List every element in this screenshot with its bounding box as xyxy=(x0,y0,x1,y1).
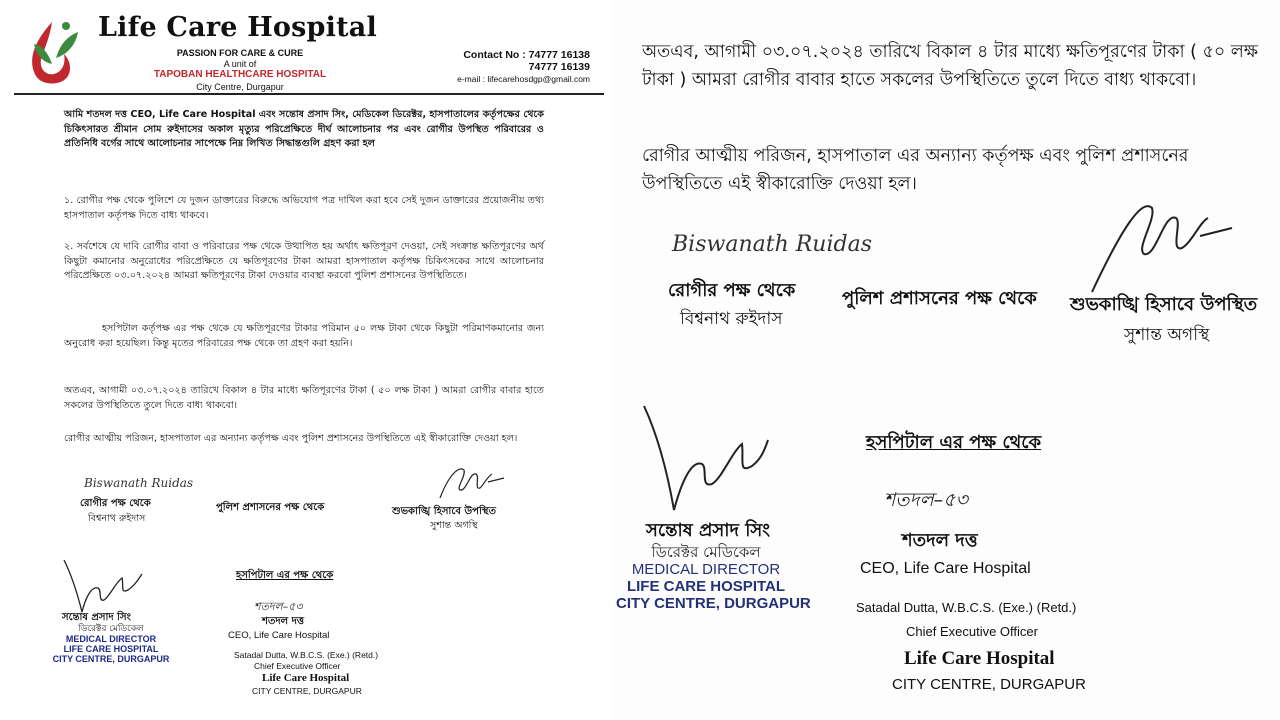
zoom-ceo-stamp-line-4: CITY CENTRE, DURGAPUR xyxy=(892,676,1086,693)
contact-number: Contact No : 74777 16138 xyxy=(463,49,590,61)
zoom-wellwisher-name: সুশান্ত অগস্থি xyxy=(1124,325,1210,345)
zoom-md-stamp xyxy=(616,543,811,612)
email-address: e-mail : lifecarehosdgp@gmail.com xyxy=(457,74,590,84)
hospital-logo-icon xyxy=(22,14,82,90)
zoom-md-name: সন্তোষ প্রসাদ সিং xyxy=(646,520,770,541)
md-signature xyxy=(58,556,148,616)
ceo-stamp-line-3: Life Care Hospital xyxy=(262,672,350,684)
contact-number-2: 74777 16139 xyxy=(528,61,590,73)
ceo-stamp-line-1: Satadal Dutta, W.B.C.S. (Exe.) (Retd.) xyxy=(234,650,379,660)
zoom-md-stamp-line-1: MEDICAL DIRECTOR xyxy=(631,561,781,578)
point-1: ১. রোগীর পক্ষ থেকে পুলিশে যে দুজন ডাক্তারের বিরুদ্ধে অভিযোগ পত্র দাখিল করা হবে সেই দুজন ডাক্তারের প্রয়োজনীয় তথ্য হাসপাতাল কর্তৃপক্ষ দিতে বাধ্য থাকবে। xyxy=(64,195,544,221)
point-4: অতএব, আগামী ০৩.০৭.২০২৪ তারিখে বিকাল ৪ টার মাধ্যে ক্ষতিপূরণের টাকা ( ৫০ লক্ষ টাকা ) আমরা রোগীর বাবার হাতে সকলের উপস্থিতিতে তুলে দিতে বাধ্য থাকবো। xyxy=(64,385,544,411)
wellwisher-label: শুভকাঙ্খি হিসাবে উপস্থিত xyxy=(392,506,496,517)
parent-hospital: TAPOBAN HEALTHCARE HOSPITAL xyxy=(153,69,327,80)
tagline: PASSION FOR CARE & CURE xyxy=(176,48,304,58)
zoom-police-side-label: পুলিশ প্রশাসনের পক্ষ থেকে xyxy=(842,288,1037,309)
zoom-md-stamp-line-3: CITY CENTRE, DURGAPUR xyxy=(616,595,811,612)
md-bn-title: ডিরেক্টর মেডিকেল xyxy=(78,624,144,634)
ceo-signature: শতদল–৫৩ xyxy=(254,600,303,613)
intro-paragraph: আমি শতদল দত্ত CEO, Life Care Hospital এবং সন্তোষ প্রসাদ সিং, মেডিকেল ডিরেক্টর, হাসপাতালের কর্তৃপক্ষের থেকে চিকিৎসারত শ্রীমান সোম রুইদাসের অকাল মৃত্যুর পরিপ্রেক্ষিতে দীর্ঘ আলোচনার পর এবং রোগীর উপস্থিত পরিবারের ও প্রতিনিধি বর্গের সাথে আলোচনার সাপেক্ষে নিম্ন লিখিত সিদ্ধান্তগুলি গ্রহণ করা হল xyxy=(64,109,544,149)
hospital-side-label: হসপিটাল এর পক্ষ থেকে xyxy=(236,570,334,581)
zoom-point-4: অতএব, আগামী ০৩.০৭.২০২৪ তারিখে বিকাল ৪ টার মাধ্যে ক্ষতিপূরণের টাকা ( ৫০ লক্ষ টাকা ) আমরা রোগীর বাবার হাতে সকলের উপস্থিতিতে তুলে দিতে বাধ্য থাকবো। xyxy=(642,42,1258,90)
ceo-stamp-line-2: Chief Executive Officer xyxy=(254,661,341,671)
zoom-ceo-stamp-line-3: Life Care Hospital xyxy=(904,648,1055,669)
ceo-stamp-line-4: CITY CENTRE, DURGAPUR xyxy=(252,686,362,696)
zoom-point-5: রোগীর আত্মীয় পরিজন, হাসপাতাল এর অন্যান্য কর্তৃপক্ষ এবং পুলিশ প্রশাসনের উপস্থিতিতে এই স্বীকারোক্তি দেওয়া হল। xyxy=(642,146,1189,194)
ceo-title: CEO, Life Care Hospital xyxy=(228,630,330,641)
md-stamp-line-1: MEDICAL DIRECTOR xyxy=(65,634,157,644)
md-stamp-line-2: LIFE CARE HOSPITAL xyxy=(63,644,159,654)
zoom-ceo-signature: শতদল–৫৩ xyxy=(884,489,968,511)
zoom-wellwisher-label: শুভকাঙ্খি হিসাবে উপস্থিত xyxy=(1070,294,1258,315)
zoom-patient-name: বিশ্বনাথ রুইদাস xyxy=(680,309,783,329)
address: City Centre, Durgapur xyxy=(196,82,284,92)
zoom-md-bn-title: ডিরেক্টর মেডিকেল xyxy=(651,543,761,561)
unit-of-label: A unit of xyxy=(223,59,257,69)
zoom-ceo-name-bn: শতদল দত্ত xyxy=(902,530,978,551)
point-5: রোগীর আত্মীয় পরিজন, হাসপাতাল এর অন্যান্য কর্তৃপক্ষ এবং পুলিশ প্রশাসনের উপস্থিতিতে এই স্বীকারোক্তি দেওয়া হল। xyxy=(64,433,518,444)
zoom-md-signature xyxy=(636,396,776,516)
ceo-name-bn: শতদল দত্ত xyxy=(262,616,305,627)
md-stamp-line-3: CITY CENTRE, DURGAPUR xyxy=(52,654,170,664)
zoom-ceo-stamp-line-1: Satadal Dutta, W.B.C.S. (Exe.) (Retd.) xyxy=(856,600,1077,615)
police-side-label: পুলিশ প্রশাসনের পক্ষ থেকে xyxy=(216,502,325,513)
point-2: ২. সর্বশেষে যে দাবি রোগীর বাবা ও পরিবারের পক্ষ থেকে উত্থাপিত হয় অর্থাৎ ক্ষতিপূরণ দেওয়া, সেই সংক্রান্ত ক্ষতিপূরণের অর্থ কিছুটা কমানোর অনুরোধের পরিপ্রেক্ষিতে যে ক্ষতিপূরণের টাকা আমরা হাসপাতাল কর্তৃপক্ষ চিকিৎসকের সাথে আলোচনার পরিপ্রেক্ষিতে ০৩.০৭.২০২৪ আমরা ক্ষতিপূরণের টাকা দেওয়ার ব্যবস্থা করবো পুলিশ প্রশাসনের উপস্থিতিতে। xyxy=(64,241,544,281)
document-zoomed-section xyxy=(612,0,1280,720)
patient-side-label: রোগীর পক্ষ থেকে xyxy=(80,498,151,509)
zoom-hospital-side-label: হসপিটাল এর পক্ষ থেকে xyxy=(866,432,1042,453)
point-3: হসপিটাল কর্তৃপক্ষ এর পক্ষ থেকে যে ক্ষতিপূরণের টাকার পরিমান ৫০ লক্ষ টাকা থেকে কিছুটা পরিমাণকমানোর জন্য অনুরোধ করা হয়েছিল। কিন্তু মৃতের পরিবারের পক্ষ থেকে তা গ্রহণ করা হয়নি। xyxy=(64,323,544,349)
wellwisher-signature xyxy=(430,462,510,502)
patient-side-signature: Biswanath Ruidas xyxy=(84,476,194,490)
wellwisher-name: সুশান্ত অগস্থি xyxy=(430,520,478,531)
zoom-md-stamp-line-2: LIFE CARE HOSPITAL xyxy=(626,578,786,595)
document-full-page xyxy=(0,0,612,720)
md-name: সন্তোষ প্রসাদ সিং xyxy=(62,612,131,623)
hospital-name: Life Care Hospital xyxy=(98,12,377,43)
zoom-wellwisher-signature xyxy=(1082,188,1242,298)
md-stamp xyxy=(36,624,186,664)
zoom-patient-side-label: রোগীর পক্ষ থেকে xyxy=(668,280,796,301)
header-divider xyxy=(14,93,604,95)
zoom-patient-signature: Biswanath Ruidas xyxy=(672,232,872,257)
patient-name: বিশ্বনাথ রুইদাস xyxy=(88,513,146,524)
zoom-ceo-title: CEO, Life Care Hospital xyxy=(860,560,1031,577)
zoom-ceo-stamp-line-2: Chief Executive Officer xyxy=(906,624,1038,639)
